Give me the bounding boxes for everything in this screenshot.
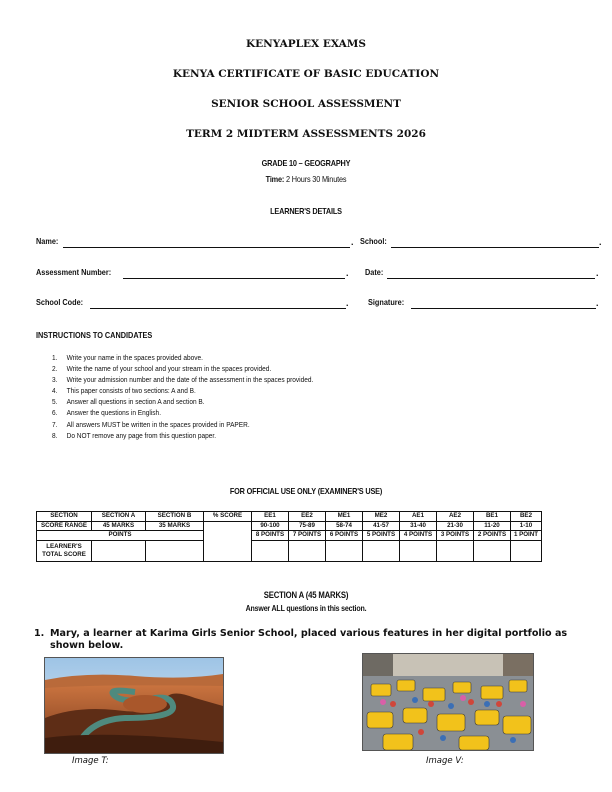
table-cell: 75-89 <box>289 521 326 531</box>
instruction-item: 3. Write your admission number and the date of the assessment in the spaces provided. <box>52 375 314 385</box>
official-use-heading: FOR OFFICIAL USE ONLY (EXAMINER'S USE) <box>229 486 383 496</box>
table-row <box>37 540 542 561</box>
table-cell: 3 POINTS <box>437 531 474 541</box>
table-cell: SCORE RANGE <box>37 521 92 531</box>
table-cell <box>289 540 326 561</box>
table-cell: 90-100 <box>252 521 289 531</box>
table-row <box>37 512 542 522</box>
table-cell: POINTS <box>37 531 204 541</box>
school-label: School: <box>360 236 387 246</box>
table-cell <box>252 540 289 561</box>
time-allowed <box>43 174 569 184</box>
table-header-cell: BE1 <box>474 512 511 522</box>
table-header-cell: % SCORE <box>204 512 252 522</box>
time-label: Time: <box>265 174 285 184</box>
assessment-number-label: Assessment Number: <box>36 267 112 277</box>
percent-score-cell[interactable] <box>204 521 252 561</box>
certificate-title: KENYA CERTIFICATE OF BASIC EDUCATION <box>172 68 440 80</box>
section-b-score-cell[interactable] <box>146 540 204 561</box>
signature-period: . <box>596 298 599 308</box>
table-cell <box>400 540 437 561</box>
score-table <box>36 511 542 562</box>
grade-subject: GRADE 10 – GEOGRAPHY <box>261 158 351 168</box>
instruction-item: 6. Answer the questions in English. <box>52 408 162 418</box>
table-cell: 31-40 <box>400 521 437 531</box>
date-label: Date: <box>365 267 384 277</box>
school-code-label: School Code: <box>36 297 84 307</box>
name-field[interactable] <box>63 247 350 248</box>
table-cell <box>363 540 400 561</box>
image-t-canyon <box>44 657 224 754</box>
canyon-illustration <box>45 658 223 753</box>
table-cell: 5 POINTS <box>363 531 400 541</box>
school-period: . <box>599 237 602 247</box>
table-header-cell: EE1 <box>252 512 289 522</box>
table-header-cell: EE2 <box>289 512 326 522</box>
school-field[interactable] <box>391 247 599 248</box>
table-cell: 58-74 <box>326 521 363 531</box>
table-header-cell: SECTION A <box>92 512 146 522</box>
name-period: . <box>351 237 354 247</box>
table-cell <box>511 540 542 561</box>
section-a-subtitle: Answer ALL questions in this section. <box>245 604 367 613</box>
instructions-heading: INSTRUCTIONS TO CANDIDATES <box>36 330 153 340</box>
table-cell: 1-10 <box>511 521 542 531</box>
date-field[interactable] <box>387 278 595 279</box>
instruction-item: 7. All answers MUST be written in the spaces provided in PAPER. <box>52 419 250 429</box>
section-a-heading: SECTION A (45 MARKS) <box>263 590 349 600</box>
instruction-item: 8. Do NOT remove any page from this question paper. <box>52 430 217 440</box>
table-header-cell: AE2 <box>437 512 474 522</box>
learner-total-score-label: LEARNER'S TOTAL SCORE <box>37 540 92 561</box>
instructions-list <box>52 352 356 441</box>
table-cell <box>437 540 474 561</box>
term-title: TERM 2 MIDTERM ASSESSMENTS 2026 <box>186 128 426 140</box>
table-cell: 4 POINTS <box>400 531 437 541</box>
table-header-cell: ME1 <box>326 512 363 522</box>
instruction-item: 5. Answer all questions in section A and section B. <box>52 397 205 407</box>
table-cell <box>326 540 363 561</box>
table-cell <box>474 540 511 561</box>
table-header-cell: SECTION <box>37 512 92 522</box>
table-cell: 1 POINT <box>511 531 542 541</box>
section-a-score-cell[interactable] <box>92 540 146 561</box>
date-period: . <box>596 268 599 278</box>
question-text-line1: Mary, a learner at Karima Girls Senior School, placed various features in her digital portfolio as <box>50 628 568 639</box>
image-v-caption: Image V: <box>426 756 464 766</box>
table-cell: 35 MARKS <box>146 521 204 531</box>
table-header-cell: ME2 <box>363 512 400 522</box>
assessment-number-period: . <box>346 268 349 278</box>
table-header-cell: SECTION B <box>146 512 204 522</box>
table-cell: 8 POINTS <box>252 531 289 541</box>
question-number: 1. <box>34 628 45 639</box>
table-header-cell: BE2 <box>511 512 542 522</box>
table-cell: 45 MARKS <box>92 521 146 531</box>
table-cell: 11-20 <box>474 521 511 531</box>
table-header-cell: AE1 <box>400 512 437 522</box>
assessment-number-field[interactable] <box>123 278 345 279</box>
question-text-line2: shown below. <box>50 640 124 651</box>
time-value: 2 Hours 30 Minutes <box>286 174 347 184</box>
image-t-caption: Image T: <box>72 756 109 766</box>
signature-label: Signature: <box>368 297 405 307</box>
table-cell: 41-57 <box>363 521 400 531</box>
table-cell: 21-30 <box>437 521 474 531</box>
image-v-traffic <box>362 653 534 751</box>
name-label: Name: <box>36 236 59 246</box>
learner-details-heading: LEARNER'S DETAILS <box>270 206 342 216</box>
school-code-field[interactable] <box>90 308 346 309</box>
instruction-item: 2. Write the name of your school and your stream in the spaces provided. <box>52 364 272 374</box>
signature-field[interactable] <box>411 308 596 309</box>
table-cell: 6 POINTS <box>326 531 363 541</box>
table-cell: 7 POINTS <box>289 531 326 541</box>
assessment-title: SENIOR SCHOOL ASSESSMENT <box>211 98 401 110</box>
instruction-item: 1. Write your name in the spaces provided above. <box>52 353 203 362</box>
traffic-illustration <box>363 654 533 750</box>
table-row <box>37 531 542 541</box>
school-code-period: . <box>346 298 349 308</box>
table-row <box>37 521 542 531</box>
exam-body-title: KENYAPLEX EXAMS <box>246 38 366 50</box>
table-cell: 2 POINTS <box>474 531 511 541</box>
instruction-item: 4. This paper consists of two sections: A and B. <box>52 386 196 396</box>
question-1 <box>34 628 604 652</box>
